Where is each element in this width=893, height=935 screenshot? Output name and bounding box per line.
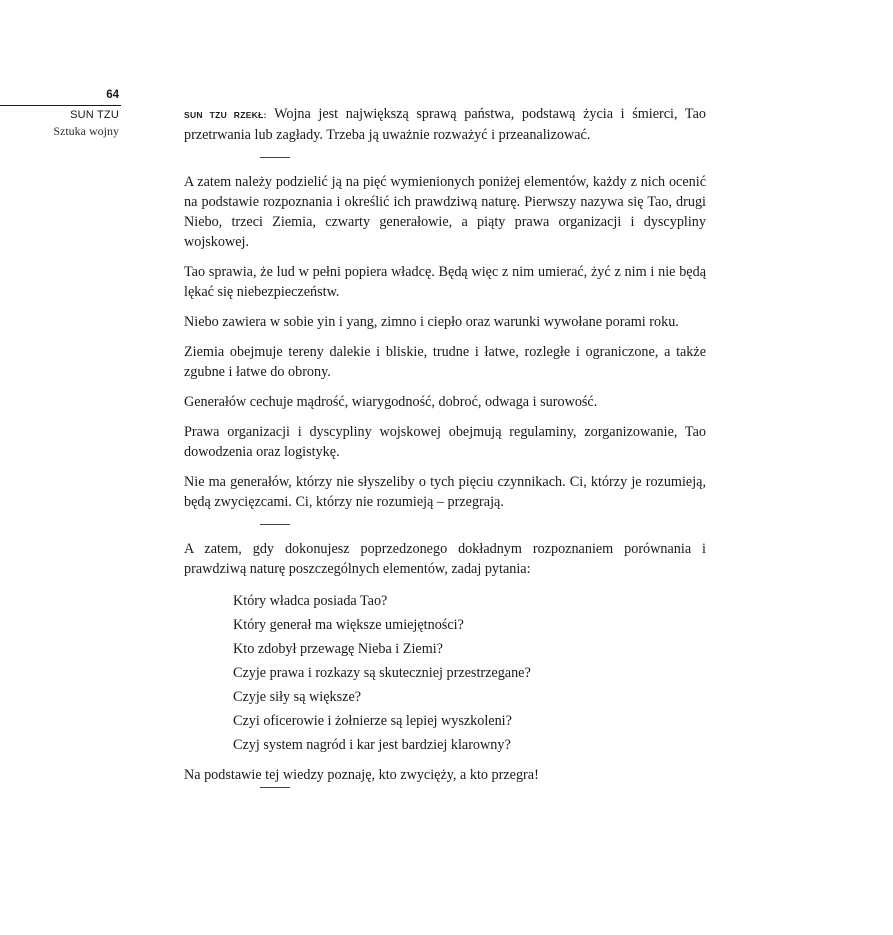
running-head-author: SUN TZU [70,109,119,121]
running-head-title: Sztuka wojny [53,124,119,138]
paragraph: A zatem należy podzielić ją na pięć wymienionych poniżej elementów, każdy z nich ocenić na podstawie rozpoznania i określić ich prawdziwą naturę. Pierwszy nazywa się Tao, drugi Niebo, trzeci Ziemia, czwarty generałowie, a piąty prawa organizacji i dyscypliny wojskowej. [184,174,706,250]
lead-label: SUN TZU RZEKŁ: [184,110,267,120]
opening-text: Wojna jest największą sprawą państwa, podstawą życia i śmierci, Tao przetrwania lub zagłady. Trzeba ją uważnie rozważyć i przeanalizować. [184,106,706,143]
paragraph: Prawa organizacji i dyscypliny wojskowej obejmują regulaminy, zorganizowanie, Tao dowodzenia oraz logistykę. [184,424,706,460]
paragraph: Tao sprawia, że lud w pełni popiera władcę. Będą więc z nim umierać, żyć z nim i nie będą lękać się niebezpieczeństw. [184,264,706,300]
section-divider [260,787,290,788]
paragraph: Niebo zawiera w sobie yin i yang, zimno i ciepło oraz warunki wywołane porami roku. [184,314,679,330]
question-item: Czyje prawa i rozkazy są skuteczniej przestrzegane? [233,665,531,681]
question-list [233,589,706,757]
page-number: 64 [106,89,119,101]
closing-line: Na podstawie tej wiedzy poznaję, kto zwycięży, a kto przegra! [184,767,539,783]
questions-intro: A zatem, gdy dokonujesz poprzedzonego dokładnym rozpoznaniem porównania i prawdziwą naturę poszczególnych elementów, zadaj pytania: [184,541,706,577]
opening-paragraph [184,104,706,145]
section-divider [260,524,290,525]
question-item: Czyje siły są większe? [233,689,362,705]
question-item: Czyj system nagród i kar jest bardziej klarowny? [233,737,511,753]
question-item: Czyi oficerowie i żołnierze są lepiej wyszkoleni? [233,713,512,729]
page-margin [0,88,121,139]
paragraph: Ziemia obejmuje tereny dalekie i bliskie, trudne i łatwe, rozległe i ograniczone, a także zgubne i łatwe do obrony. [184,344,706,380]
question-item: Kto zdobył przewagę Nieba i Ziemi? [233,641,443,657]
margin-rule [0,105,121,106]
paragraph: Generałów cechuje mądrość, wiarygodność, dobroć, odwaga i surowość. [184,394,598,410]
question-item: Który generał ma większe umiejętności? [233,617,464,633]
main-text [184,104,706,802]
section-divider [260,157,290,158]
question-item: Który władca posiada Tao? [233,593,388,609]
paragraph: Nie ma generałów, którzy nie słyszeliby o tych pięciu czynnikach. Ci, którzy je rozumieją, będą zwycięzcami. Ci, którzy nie rozumieją – przegrają. [184,474,706,510]
